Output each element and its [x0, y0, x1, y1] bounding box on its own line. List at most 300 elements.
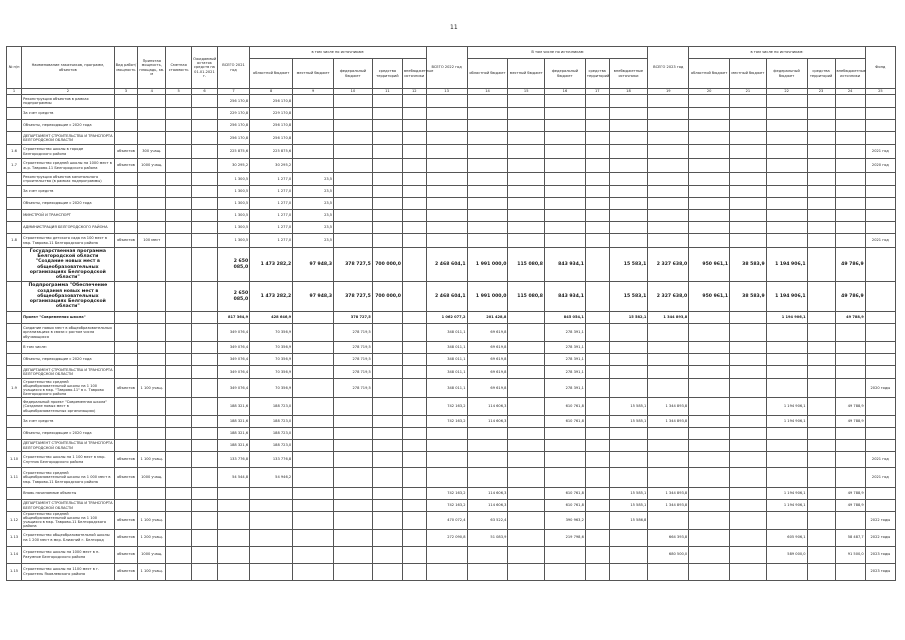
row-value: 23,5 — [293, 173, 334, 186]
row-value — [730, 440, 767, 452]
row-number — [7, 488, 22, 500]
column-number: 9 — [293, 89, 334, 95]
row-value — [730, 120, 767, 132]
row-value — [426, 210, 467, 222]
row-value — [166, 428, 192, 440]
row-value — [807, 186, 835, 198]
table-row — [7, 416, 896, 428]
row-value — [689, 512, 730, 530]
row-value — [334, 222, 373, 234]
row-value — [372, 452, 402, 468]
src-2022-regional: областной бюджет — [467, 59, 508, 89]
row-period: 2021 год — [865, 145, 895, 159]
row-value: 1 100 учащ. — [138, 512, 166, 530]
row-value — [138, 398, 166, 416]
row-value — [508, 222, 545, 234]
row-value — [766, 468, 807, 488]
row-value: 2 327 638,0 — [648, 248, 689, 282]
row-value: 1 194 906,1 — [766, 500, 807, 512]
row-value — [293, 512, 334, 530]
row-value — [372, 500, 402, 512]
row-value: 2 650 085,0 — [217, 248, 249, 282]
row-value — [730, 512, 767, 530]
row-name: Строительство школы на 1 100 мест в мкр. Спутник Белгородского района — [22, 452, 115, 468]
row-value — [293, 563, 334, 580]
row-value — [585, 108, 609, 120]
col-header-fond: Фонд — [865, 47, 895, 89]
row-value: 23,5 — [293, 234, 334, 248]
row-value — [730, 324, 767, 342]
row-value — [467, 145, 508, 159]
row-period — [865, 248, 895, 282]
row-value — [138, 428, 166, 440]
row-value — [648, 159, 689, 173]
table-row — [7, 398, 896, 416]
row-value — [114, 186, 138, 198]
row-value: 188 723,0 — [250, 440, 293, 452]
row-value: 49 788,9 — [835, 488, 865, 500]
table-row — [7, 512, 896, 530]
row-value — [138, 342, 166, 354]
row-value — [166, 379, 192, 398]
row-name: Строительство школы на 1100 мест в г. Строитель Яковлевского района — [22, 563, 115, 580]
row-value — [609, 529, 648, 546]
row-value: 1 277,0 — [250, 210, 293, 222]
row-value — [807, 248, 835, 282]
row-value: 278 391,1 — [545, 324, 586, 342]
row-value: 1 277,0 — [250, 198, 293, 210]
row-value: 69 619,8 — [467, 354, 508, 366]
row-value: 15 583,1 — [609, 248, 648, 282]
row-value — [585, 366, 609, 379]
row-value — [138, 120, 166, 132]
row-number: 1.9 — [7, 379, 22, 398]
row-value — [426, 145, 467, 159]
row-value — [609, 428, 648, 440]
column-number: 17 — [585, 89, 609, 95]
row-value — [766, 198, 807, 210]
row-value — [807, 282, 835, 312]
row-period — [865, 282, 895, 312]
row-value — [807, 342, 835, 354]
row-value — [807, 108, 835, 120]
row-value — [293, 379, 334, 398]
row-number: 1.8 — [7, 234, 22, 248]
row-value — [138, 324, 166, 342]
row-value — [508, 132, 545, 145]
row-value: 278 719,5 — [334, 324, 373, 342]
row-value — [585, 428, 609, 440]
row-value — [293, 546, 334, 563]
row-value — [730, 145, 767, 159]
row-value — [585, 159, 609, 173]
row-value — [334, 210, 373, 222]
row-value — [426, 234, 467, 248]
row-value — [334, 234, 373, 248]
row-value — [730, 416, 767, 428]
row-value — [585, 120, 609, 132]
row-value — [609, 234, 648, 248]
row-value — [585, 324, 609, 342]
row-value: 15 585,1 — [609, 488, 648, 500]
row-value — [192, 282, 218, 312]
row-value — [730, 342, 767, 354]
row-value — [807, 354, 835, 366]
row-period — [865, 428, 895, 440]
row-value — [689, 159, 730, 173]
row-value: 1 473 282,2 — [250, 248, 293, 282]
column-number: 20 — [689, 89, 730, 95]
row-value — [807, 222, 835, 234]
row-value — [807, 452, 835, 468]
table-row — [7, 222, 896, 234]
row-value — [192, 248, 218, 282]
row-value — [730, 186, 767, 198]
row-value: 1 344 893,8 — [648, 312, 689, 324]
table-row — [7, 488, 896, 500]
row-value — [648, 108, 689, 120]
row-value — [689, 468, 730, 488]
row-value — [372, 546, 402, 563]
table-row — [7, 248, 896, 282]
row-value — [689, 546, 730, 563]
row-value — [545, 563, 586, 580]
row-value — [166, 546, 192, 563]
row-value — [689, 120, 730, 132]
column-number: 10 — [334, 89, 373, 95]
header-row-1 — [7, 47, 896, 59]
row-value: 63 522,4 — [467, 512, 508, 530]
row-value — [766, 108, 807, 120]
table-row — [7, 468, 896, 488]
row-value — [585, 488, 609, 500]
row-number — [7, 440, 22, 452]
row-value: 1 991 000,0 — [467, 282, 508, 312]
row-value — [217, 546, 249, 563]
row-value — [648, 468, 689, 488]
row-value — [648, 379, 689, 398]
row-value — [766, 366, 807, 379]
row-value — [689, 222, 730, 234]
row-value — [508, 324, 545, 342]
row-value — [372, 234, 402, 248]
row-value — [467, 132, 508, 145]
row-value — [138, 366, 166, 379]
row-value — [609, 452, 648, 468]
row-value: 2 468 604,1 — [426, 248, 467, 282]
row-value — [192, 222, 218, 234]
row-value — [192, 234, 218, 248]
row-value — [585, 145, 609, 159]
row-value — [545, 159, 586, 173]
row-value — [372, 120, 402, 132]
row-value — [508, 366, 545, 379]
row-value — [508, 198, 545, 210]
row-value — [807, 234, 835, 248]
row-value: 278 391,1 — [545, 379, 586, 398]
row-value: 349 076,4 — [217, 324, 249, 342]
row-value — [508, 488, 545, 500]
row-value — [689, 529, 730, 546]
row-value — [166, 210, 192, 222]
row-value: 1 100 учащ. — [138, 563, 166, 580]
row-value: 97 948,3 — [293, 248, 334, 282]
row-value: 278 391,1 — [545, 366, 586, 379]
row-value — [402, 563, 426, 580]
row-value: 610 761,8 — [545, 416, 586, 428]
row-value — [689, 132, 730, 145]
row-value: 114 606,3 — [467, 488, 508, 500]
src-2023-local: местный бюджет — [730, 59, 767, 89]
row-value — [766, 159, 807, 173]
row-value: 1 300,5 — [217, 173, 249, 186]
row-value — [835, 468, 865, 488]
row-value — [166, 234, 192, 248]
table-row — [7, 198, 896, 210]
row-number — [7, 95, 22, 108]
column-number: 3 — [114, 89, 138, 95]
row-value — [402, 234, 426, 248]
row-value — [114, 440, 138, 452]
row-value — [192, 108, 218, 120]
row-value: 49 788,9 — [835, 416, 865, 428]
row-value — [730, 529, 767, 546]
row-value — [114, 210, 138, 222]
col-header-2023: ВСЕГО 2023 год — [648, 47, 689, 89]
row-value — [585, 379, 609, 398]
row-value: 610 761,8 — [545, 398, 586, 416]
row-value — [585, 354, 609, 366]
table-row — [7, 95, 896, 108]
row-value: 742 163,2 — [426, 416, 467, 428]
src-2023-regional: областной бюджет — [689, 59, 730, 89]
row-value — [766, 210, 807, 222]
row-value — [545, 198, 586, 210]
table-row — [7, 366, 896, 379]
row-value — [293, 488, 334, 500]
row-value — [138, 222, 166, 234]
row-value — [648, 145, 689, 159]
row-value — [402, 108, 426, 120]
row-number: 1.12 — [7, 512, 22, 530]
row-value — [372, 563, 402, 580]
row-number: 1.11 — [7, 468, 22, 488]
row-value — [426, 563, 467, 580]
row-value: 1 277,0 — [250, 222, 293, 234]
row-value — [166, 120, 192, 132]
row-value — [334, 546, 373, 563]
row-value: 15 585,1 — [609, 416, 648, 428]
table-row — [7, 108, 896, 120]
row-number: 1.7 — [7, 159, 22, 173]
row-value — [166, 324, 192, 342]
row-value — [585, 563, 609, 580]
row-value — [689, 312, 730, 324]
group-header-2022: В том числе по источникам — [467, 47, 648, 59]
row-value — [648, 234, 689, 248]
row-value — [807, 198, 835, 210]
row-value — [835, 210, 865, 222]
row-value — [730, 108, 767, 120]
row-value: 69 619,8 — [467, 342, 508, 354]
row-value — [807, 120, 835, 132]
row-name: Объекты, переходящие с 2020 года — [22, 120, 115, 132]
row-value — [609, 95, 648, 108]
row-value — [730, 366, 767, 379]
row-value — [545, 440, 586, 452]
row-value — [372, 132, 402, 145]
row-period: 2020 год — [865, 159, 895, 173]
row-value — [835, 342, 865, 354]
row-name: Подпрограмма "Обеспечение создания новых мест в общеобразовательных организациях Белгородской области" — [22, 282, 115, 312]
row-value — [138, 248, 166, 282]
row-name: Реконструкция объектов капитального строительства (в рамках подпрограммы) — [22, 173, 115, 186]
row-value — [807, 366, 835, 379]
row-value — [730, 234, 767, 248]
row-value — [402, 468, 426, 488]
row-period: 2023 годы — [865, 546, 895, 563]
row-value — [835, 198, 865, 210]
row-value: 950 961,1 — [689, 282, 730, 312]
row-value — [114, 198, 138, 210]
row-name: Вновь начинаемые объекты — [22, 488, 115, 500]
row-value — [114, 416, 138, 428]
row-value — [648, 132, 689, 145]
row-value: 1 194 906,1 — [766, 312, 807, 324]
table-row — [7, 186, 896, 198]
row-value: 378 727,5 — [334, 248, 373, 282]
row-value — [689, 416, 730, 428]
row-value — [807, 416, 835, 428]
row-name: Федеральный проект "Современная школа" (Создание новых мест в общеобразовательных организациях) — [22, 398, 115, 416]
row-value — [585, 468, 609, 488]
row-value — [730, 132, 767, 145]
row-number — [7, 366, 22, 379]
row-value: 49 788,9 — [835, 312, 865, 324]
row-value — [609, 563, 648, 580]
row-value — [402, 186, 426, 198]
row-value — [426, 186, 467, 198]
row-value — [426, 468, 467, 488]
row-value — [402, 546, 426, 563]
src-2021-extra: внебюджетные источники — [402, 59, 426, 89]
row-value — [402, 120, 426, 132]
row-value — [648, 452, 689, 468]
row-value — [192, 366, 218, 379]
row-value — [192, 416, 218, 428]
row-value — [835, 366, 865, 379]
row-value — [372, 529, 402, 546]
row-value — [467, 563, 508, 580]
row-value — [467, 546, 508, 563]
row-period — [865, 324, 895, 342]
row-value — [508, 512, 545, 530]
column-number: 4 — [138, 89, 166, 95]
row-value — [372, 222, 402, 234]
row-value — [114, 248, 138, 282]
row-value — [807, 95, 835, 108]
table-row — [7, 312, 896, 324]
row-value: 114 606,3 — [467, 416, 508, 428]
row-value: 700 000,0 — [372, 248, 402, 282]
row-value: 1 062 077,2 — [426, 312, 467, 324]
row-value: 2 327 638,0 — [648, 282, 689, 312]
row-value: 428 646,9 — [250, 312, 293, 324]
row-value — [508, 312, 545, 324]
row-value — [835, 563, 865, 580]
row-value — [508, 145, 545, 159]
row-value — [402, 416, 426, 428]
row-value — [508, 546, 545, 563]
column-number: 18 — [609, 89, 648, 95]
row-value — [250, 546, 293, 563]
row-value — [192, 440, 218, 452]
src-2021-federal: федеральный бюджет — [334, 59, 373, 89]
row-value: 742 163,2 — [426, 488, 467, 500]
row-value: 610 761,8 — [545, 500, 586, 512]
row-value — [648, 198, 689, 210]
row-value — [372, 95, 402, 108]
row-value — [648, 95, 689, 108]
table-row — [7, 132, 896, 145]
row-value — [166, 145, 192, 159]
row-value: 256 170,8 — [250, 132, 293, 145]
row-value: 100 мест — [138, 234, 166, 248]
row-value — [689, 398, 730, 416]
row-value — [426, 198, 467, 210]
row-period: 2021 год — [865, 234, 895, 248]
row-value: 1 277,0 — [250, 186, 293, 198]
row-value — [114, 312, 138, 324]
row-number — [7, 500, 22, 512]
row-value: 256 170,8 — [217, 95, 249, 108]
row-value — [192, 468, 218, 488]
table-row — [7, 354, 896, 366]
row-value — [766, 428, 807, 440]
row-value: 30 295,2 — [217, 159, 249, 173]
row-name: Объекты, переходящие с 2020 года — [22, 198, 115, 210]
row-value: 1 344 893,8 — [648, 488, 689, 500]
row-value: 188 321,6 — [217, 398, 249, 416]
table-row — [7, 173, 896, 186]
row-name: Государственная программа Белгородской области "Создание новых мест в общеобразовательных организациях Белгородской области" — [22, 248, 115, 282]
row-value — [609, 366, 648, 379]
row-value — [807, 546, 835, 563]
row-value — [609, 198, 648, 210]
row-value — [402, 342, 426, 354]
row-value — [192, 452, 218, 468]
row-value — [648, 324, 689, 342]
row-value: 49 788,9 — [835, 500, 865, 512]
row-value — [807, 159, 835, 173]
row-value: 470 072,4 — [426, 512, 467, 530]
row-value — [166, 248, 192, 282]
row-value — [585, 546, 609, 563]
row-value: объектов — [114, 512, 138, 530]
row-value — [114, 366, 138, 379]
col-header-no: № п/п — [7, 47, 22, 89]
row-value — [609, 468, 648, 488]
row-value — [334, 529, 373, 546]
row-value — [545, 546, 586, 563]
row-value — [585, 282, 609, 312]
row-value — [426, 108, 467, 120]
row-value: 256 170,8 — [217, 132, 249, 145]
col-header-type: Вид работ/мощность — [114, 47, 138, 89]
row-value — [114, 282, 138, 312]
row-value: 114 606,3 — [467, 398, 508, 416]
row-value — [689, 379, 730, 398]
